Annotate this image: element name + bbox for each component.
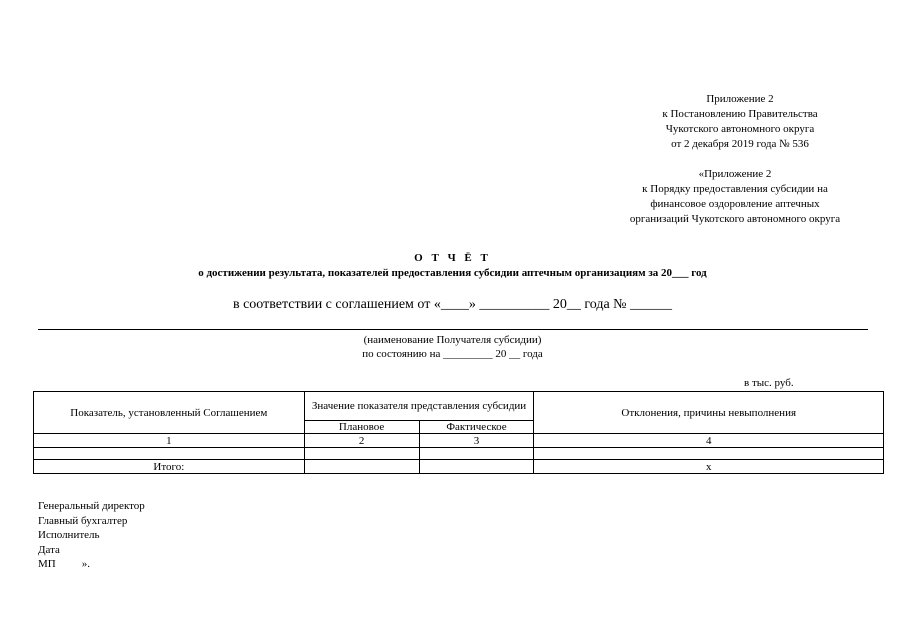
annex-main-line: к Постановлению Правительства [662, 108, 818, 120]
header-value-group: Значение показателя представления субсидии [304, 392, 534, 421]
table-cell [34, 448, 305, 460]
annex-sub-line: к Порядку предоставления субсидии на [642, 183, 828, 195]
header-planned: Плановое [304, 421, 419, 434]
annex-sub [585, 167, 885, 227]
annex-main [590, 92, 890, 152]
column-number: 2 [304, 434, 419, 448]
table-cell [534, 448, 884, 460]
table-row-numbers [34, 434, 884, 448]
table-row-total [34, 460, 884, 474]
header-indicator: Показатель, установленный Соглашением [34, 392, 305, 434]
recipient-caption: (наименование Получателя субсидии) [363, 334, 542, 346]
stamp-label: МП [38, 558, 56, 570]
annex-sub-line: финансовое оздоровление аптечных [650, 198, 820, 210]
table-row [34, 448, 884, 460]
recipient-block [0, 333, 905, 361]
annex-main-line: Чукотского автономного округа [665, 123, 815, 135]
report-title: О Т Ч Ё Т [414, 252, 491, 264]
annex-sub-line: организаций Чукотского автономного округа [629, 213, 841, 225]
signature-stamp-line [38, 557, 145, 572]
table-cell [304, 448, 419, 460]
signature-block [38, 499, 145, 572]
column-number: 4 [534, 434, 884, 448]
report-table [33, 391, 884, 474]
header-deviation: Отклонения, причины невыполнения [534, 392, 884, 434]
annex-main-line: Приложение 2 [706, 93, 774, 105]
annex-main-line: от 2 декабря 2019 года № 536 [671, 138, 809, 150]
column-number: 3 [419, 434, 534, 448]
as-of-line: по состоянию на _________ 20 __ года [362, 348, 543, 360]
total-label: Итого: [34, 460, 305, 474]
total-mark: х [534, 460, 884, 474]
closing-quote: ». [81, 558, 90, 570]
table-cell [419, 448, 534, 460]
table-cell [419, 460, 534, 474]
signature-executor: Исполнитель [38, 529, 100, 541]
column-number: 1 [34, 434, 305, 448]
table-cell [304, 460, 419, 474]
signature-director: Генеральный директор [38, 500, 145, 512]
agreement-line: в соответствии с соглашением от «____» __________ 20__ года № ______ [232, 297, 673, 312]
units-label: в тыс. руб. [744, 377, 794, 389]
signature-date: Дата [38, 543, 60, 556]
header-actual: Фактическое [419, 421, 534, 434]
recipient-name-line [38, 329, 868, 330]
report-subtitle: о достижении результата, показателей предоставления субсидии аптечным организациям за 20___ год [198, 267, 707, 279]
signature-accountant: Главный бухгалтер [38, 514, 128, 527]
annex-sub-line: «Приложение 2 [698, 168, 772, 180]
